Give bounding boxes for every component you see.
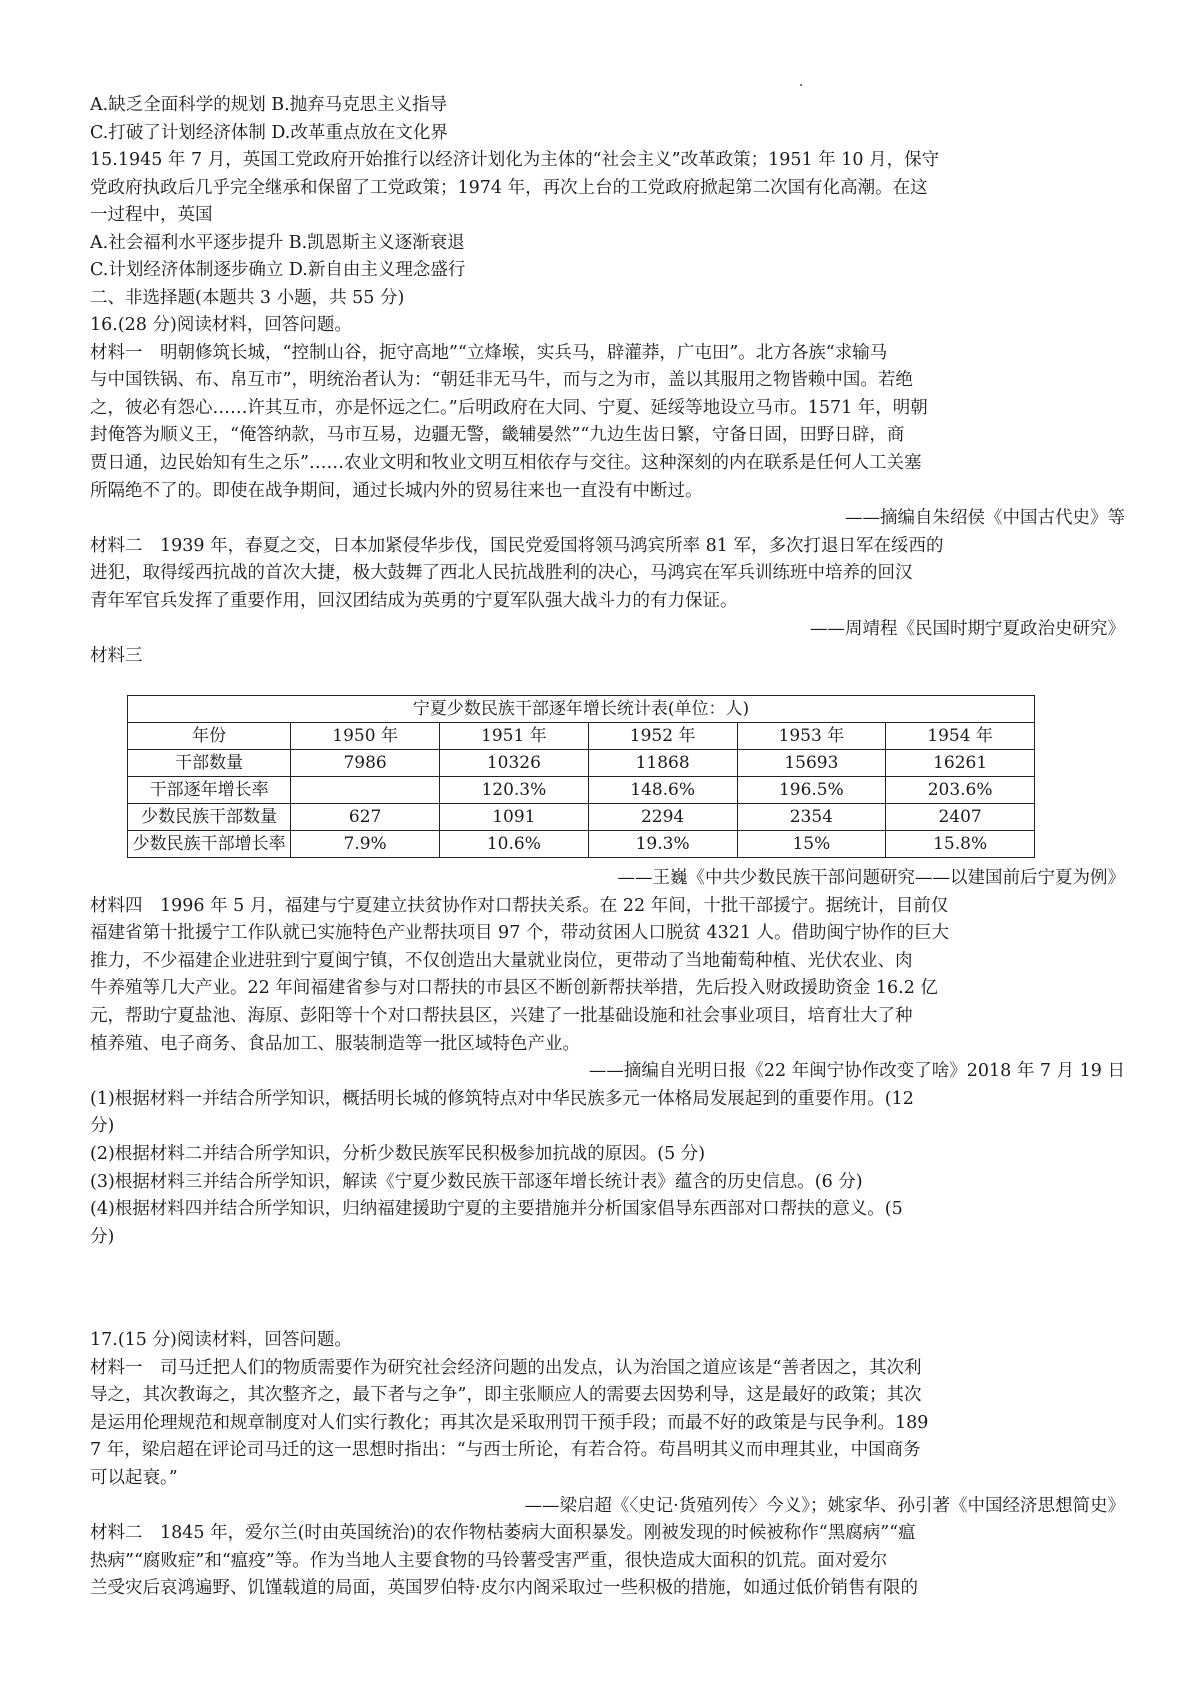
q16-material4-line: 牛养殖等几大产业。22 年间福建省参与对口帮扶的市县区不断创新帮扶举措，先后投入财政援助资金 16.2 亿	[90, 978, 938, 999]
q15-stem-line: 15.1945 年 7 月，英国工党政府开始推行以经济计划化为主体的“社会主义”改革政策；1951 年 10 月，保守	[90, 150, 940, 170]
q16-question: (2)根据材料二并结合所学知识，分析少数民族军民积极参加抗战的原因。(5 分)	[90, 1143, 706, 1164]
q14-option-cd: C.打破了计划经济体制 D.改革重点放在文化界	[90, 122, 448, 143]
q16-material1-line: 所隔绝不了的。即使在战争期间，通过长城内外的贸易往来也一直没有中断过。	[90, 480, 703, 501]
q17-material1-line: 材料一 司马迁把人们的物质需要作为研究社会经济问题的出发点，认为治国之道应该是“善者因之，其次利	[90, 1357, 922, 1378]
q16-material1-line: 与中国铁锅、布、帛互市”，明统治者认为：“朝廷非无马牛，而与之为市，盖以其服用之物皆赖中国。若绝	[90, 370, 913, 391]
table-header-row	[128, 723, 1035, 750]
q16-question: (3)根据材料三并结合所学知识，解读《宁夏少数民族干部逐年增长统计表》蕴含的历史信息。(6 分)	[90, 1171, 863, 1192]
table-cell: 7.9%	[291, 831, 440, 858]
q16-material2-line: 进犯，取得绥西抗战的首次大捷，极大鼓舞了西北人民抗战胜利的决心，马鸿宾在军兵训练班中培养的回汉	[90, 563, 913, 584]
q15-stem-line: 一过程中，英国	[90, 205, 213, 226]
table-cell: 15.8%	[886, 831, 1035, 858]
q15-stem-line: 党政府执政后几乎完全继承和保留了工党政策；1974 年，再次上台的工党政府掀起第二次国有化高潮。在这	[90, 177, 928, 198]
table-header-cell: 1950 年	[291, 723, 440, 750]
table-cell: 203.6%	[886, 777, 1035, 804]
q16-material4-line: 推力，不少福建企业进驻到宁夏闽宁镇，不仅创造出大量就业岗位，更带动了当地葡萄种植、光伏农业、肉	[90, 950, 913, 971]
table-row	[128, 831, 1035, 858]
table-cell: 19.3%	[588, 831, 737, 858]
table-cell: 627	[291, 804, 440, 831]
q16-material4-source: ——摘编自光明日报《22 年闽宁协作改变了啥》2018 年 7 月 19 日	[588, 1061, 1125, 1082]
table-cell: 15%	[737, 831, 886, 858]
table-row	[128, 804, 1035, 831]
table-header-cell: 1952 年	[588, 723, 737, 750]
table-cell: 少数民族干部增长率	[128, 831, 291, 858]
q15-block	[90, 147, 1125, 313]
q16-material1-line: 之，彼必有怨心……许其互市，亦是怀远之仁。”后明政府在大同、宁夏、延绥等地设立马市。1571 年，明朝	[90, 397, 928, 418]
q16-title: 16.(28 分)阅读材料，回答问题。	[90, 315, 352, 335]
q17-material2-line: 材料二 1845 年，爱尔兰(时由英国统治)的农作物枯萎病大面积暴发。刚被发现的时候被称作“黑腐病”“瘟	[90, 1523, 916, 1544]
q16-material4-line: 福建省第十批援宁工作队就已实施特色产业帮扶项目 97 个，带动贫困人口脱贫 4321 人。借助闽宁协作的巨大	[90, 923, 950, 944]
table-cell: 2407	[886, 804, 1035, 831]
q16-material1-line: 贾日通，边民始知有生之乐”……农业文明和牧业文明互相依存与交往。这种深刻的内在联系是任何人工关塞	[90, 452, 922, 473]
table-cell: 16261	[886, 750, 1035, 777]
table-header-cell: 年份	[128, 723, 291, 750]
q17-material2-line: 兰受灾后哀鸿遍野、饥馑载道的局面，英国罗伯特·皮尔内阁采取过一些积极的措施，如通过低价销售有限的	[90, 1578, 919, 1599]
q17-material1-source: ——梁启超《〈史记·货殖列传〉今义》；姚家华、孙引著《中国经济思想简史》	[524, 1495, 1125, 1516]
q17-material1-line: 7 年，梁启超在评论司马迁的这一思想时指出：“与西士所论，有若合符。苟昌明其义而申理其业，中国商务	[90, 1440, 921, 1461]
q16-material4-line: 材料四 1996 年 5 月，福建与宁夏建立扶贫协作对口帮扶关系。在 22 年间，十批干部援宁。据统计，目前仅	[90, 895, 949, 916]
q16-material1-line: 材料一 明朝修筑长城，“控制山谷，扼守高地”“立烽堠，实兵马，辟灌莽，广屯田”。北方各族“求输马	[90, 342, 888, 363]
table-row	[128, 750, 1035, 777]
table-cell: 7986	[291, 750, 440, 777]
q16-material3-source: ——王巍《中共少数民族干部问题研究——以建国前后宁夏为例》	[617, 868, 1125, 888]
table-cell: 少数民族干部数量	[128, 804, 291, 831]
q14-options	[90, 92, 1125, 147]
table-cell: 11868	[588, 750, 737, 777]
q15-option-ab: A.社会福利水平逐步提升 B.凯恩斯主义逐渐衰退	[90, 232, 465, 253]
q16-material1-line: 封俺答为顺义王，“俺答纳款，马市互易，边疆无警，畿辅晏然”“九边生齿日繁，守备日固，田野日辟，商	[90, 425, 905, 446]
q15-option-cd: C.计划经济体制逐步确立 D.新自由主义理念盛行	[90, 260, 466, 281]
q17-material1-line: 是运用伦理规范和规章制度对人们实行教化；再其次是采取刑罚干预手段；而最不好的政策是与民争利。189	[90, 1412, 929, 1433]
q16-material4-line: 元，帮助宁夏盐池、海原、彭阳等十个对口帮扶县区，兴建了一批基础设施和社会事业项目，培育壮大了种	[90, 1005, 913, 1026]
table-cell: 2354	[737, 804, 886, 831]
table-cell	[291, 777, 440, 804]
q14-option-ab: A.缺乏全面科学的规划 B.抛弃马克思主义指导	[90, 95, 448, 115]
section2-header: 二、非选择题(本题共 3 小题，共 55 分)	[90, 287, 405, 308]
q17-block	[90, 1327, 1125, 1603]
q16-block-continued	[90, 865, 1125, 1251]
q16-block	[90, 312, 1125, 671]
scan-speck	[800, 84, 802, 86]
table-cell: 196.5%	[737, 777, 886, 804]
q16-question: 分)	[90, 1116, 115, 1137]
q17-material1-line: 导之，其次教诲之，其次整齐之，最下者与之争”，即主张顺应人的需要去因势利导，这是最好的政策；其次	[90, 1385, 922, 1406]
q16-material2-source: ——周靖程《民国时期宁夏政治史研究》	[810, 618, 1125, 639]
table-cell: 10.6%	[440, 831, 589, 858]
q16-material2-line: 材料二 1939 年，春夏之交，日本加紧侵华步伐，国民党爱国将领马鸿宾所率 81 军，多次打退日军在绥西的	[90, 535, 944, 556]
q17-material2-line: 热病”“腐败症”和“瘟疫”等。作为当地人主要食物的马铃薯受害严重，很快造成大面积的饥荒。面对爱尔	[90, 1550, 888, 1571]
table-cell: 10326	[440, 750, 589, 777]
q17-title: 17.(15 分)阅读材料，回答问题。	[90, 1330, 352, 1350]
q17-material1-line: 可以起衰。”	[90, 1467, 178, 1488]
q16-material4-line: 植养殖、电子商务、食品加工、服装制造等一批区域特色产业。	[90, 1033, 580, 1054]
table-cell: 干部数量	[128, 750, 291, 777]
table-header-cell: 1953 年	[737, 723, 886, 750]
table-cell: 2294	[588, 804, 737, 831]
table-cell: 15693	[737, 750, 886, 777]
table-row	[128, 777, 1035, 804]
cadre-stats-table	[127, 695, 1035, 858]
q16-question: 分)	[90, 1226, 115, 1247]
table-cell: 120.3%	[440, 777, 589, 804]
q16-question: (1)根据材料一并结合所学知识，概括明长城的修筑特点对中华民族多元一体格局发展起到的重要作用。(12	[90, 1088, 914, 1109]
q16-material2-line: 青年军官兵发挥了重要作用，回汉团结成为英勇的宁夏军队强大战斗力的有力保证。	[90, 590, 738, 611]
q16-material1-source: ——摘编自朱绍侯《中国古代史》等	[845, 508, 1125, 529]
table-header-cell: 1951 年	[440, 723, 589, 750]
table-cell: 148.6%	[588, 777, 737, 804]
q16-material3-label: 材料三	[90, 646, 143, 667]
table-header-cell: 1954 年	[886, 723, 1035, 750]
table-cell: 1091	[440, 804, 589, 831]
table-cell: 干部逐年增长率	[128, 777, 291, 804]
q16-question: (4)根据材料四并结合所学知识，归纳福建援助宁夏的主要措施并分析国家倡导东西部对口帮扶的意义。(5	[90, 1199, 903, 1220]
table-title: 宁夏少数民族干部逐年增长统计表(单位：人)	[128, 696, 1035, 723]
